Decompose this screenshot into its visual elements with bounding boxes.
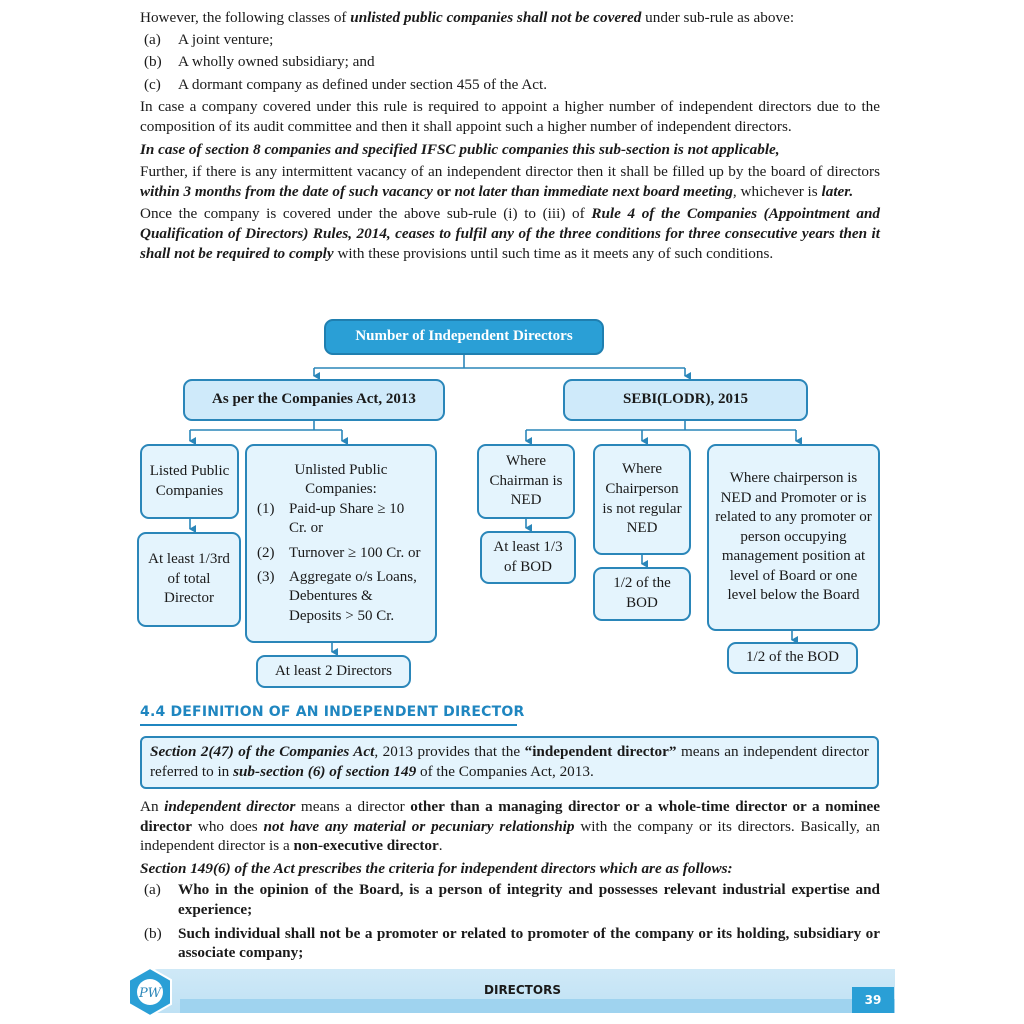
criteria-intro: Section 149(6) of the Act prescribes the criteria for independent directors which are as follows: xyxy=(140,859,733,877)
list-item: (2) Turnover ≥ 100 Cr. or xyxy=(257,545,421,561)
flow-sebi-promoter-box: Where chairperson is NED and Promoter or is related to any promoter or person occupying management position at level of Board or one level below the Board xyxy=(707,444,880,631)
flow-companies-act-box: As per the Companies Act, 2013 xyxy=(183,379,445,421)
intro-paragraph: However, the following classes of unlisted public companies shall not be covered under sub-rule as above: xyxy=(140,9,795,26)
section8-paragraph: In case of section 8 companies and specified IFSC public companies this sub-section is not applicable, xyxy=(140,140,780,158)
lower-text-block xyxy=(140,797,880,966)
flow-root-box: Number of Independent Directors xyxy=(324,319,604,355)
section-heading: 4.4 DEFINITION OF AN INDEPENDENT DIRECTOR xyxy=(140,704,525,720)
flow-sebi-chairman-ned-result-box: At least 1/3 of BOD xyxy=(480,531,576,584)
flow-sebi-not-regular-result-box: 1/2 of the BOD xyxy=(593,567,691,621)
flow-unlisted-result-box: At least 2 Directors xyxy=(256,655,411,688)
definition-box: Section 2(47) of the Companies Act, 2013 provides that the “independent director” means an independent director referred to in sub-section (6) of section 149 of the Companies Act, 2013. xyxy=(140,736,879,789)
flow-sebi-promoter-result-box: 1/2 of the BOD xyxy=(727,642,858,674)
list-item: (a) Who in the opinion of the Board, is a person of integrity and possesses relevant industrial expertise and experience; xyxy=(144,881,880,918)
flow-sebi-chairman-ned-box: Where Chairman is NED xyxy=(477,444,575,519)
page-footer xyxy=(150,969,895,1013)
unlisted-heading: Unlisted Public Companies: xyxy=(294,461,388,498)
list-item: (3) Aggregate o/s Loans, Debentures & Deposits > 50 Cr. xyxy=(257,568,417,624)
flow-listed-box: Listed Public Companies xyxy=(140,444,239,519)
pw-logo-icon xyxy=(124,966,176,1018)
audit-committee-paragraph: In case a company covered under this rule is required to appoint a higher number of independent directors due to the composition of its audit committee and then it shall appoint such a higher number of independent directors. xyxy=(140,98,880,135)
vacancy-paragraph: Further, if there is any intermittent vacancy of an independent director then it shall be filled up by the board of directors within 3 months from the date of such vacancy or not later than immediate next board meeting, whichever is later. xyxy=(140,163,880,200)
list-item: (c) A dormant company as defined under section 455 of the Act. xyxy=(144,75,548,93)
list-item: (b) A wholly owned subsidiary; and xyxy=(144,53,375,71)
footer-strip xyxy=(180,999,895,1013)
footer-chapter-title: DIRECTORS xyxy=(484,983,561,997)
section-heading-underline xyxy=(140,724,517,726)
cessation-paragraph: Once the company is covered under the above sub-rule (i) to (iii) of Rule 4 of the Companies (Appointment and Qualification of Directors) Rules, 2014, ceases to fulfil any of the three conditions for three consecutive years then it shall not be required to comply with these provisions until such time as it meets any of such conditions. xyxy=(140,205,880,262)
flow-sebi-box: SEBI(LODR), 2015 xyxy=(563,379,808,421)
flow-sebi-not-regular-box: Where Chairperson is not regular NED xyxy=(593,444,691,555)
list-item: (a) A joint venture; xyxy=(144,30,274,48)
page-number: 39 xyxy=(852,987,894,1013)
svg-text:PW: PW xyxy=(138,986,162,1001)
list-item: (b) Such individual shall not be a promoter or related to promoter of the company or its holding, subsidiary or associate company; xyxy=(144,924,880,962)
flow-unlisted-box xyxy=(245,444,437,643)
flow-listed-result-box: At least 1/3rd of total Director xyxy=(137,532,241,627)
top-text-block xyxy=(140,8,880,266)
independent-director-paragraph: An independent director means a director other than a managing director or a whole-time director or a nominee director who does not have any material or pecuniary relationship with the company or its directors. Basically, an independent director is a non-executive director. xyxy=(140,798,881,855)
list-item: (1) Paid-up Share ≥ 10 Cr. or xyxy=(257,500,405,537)
